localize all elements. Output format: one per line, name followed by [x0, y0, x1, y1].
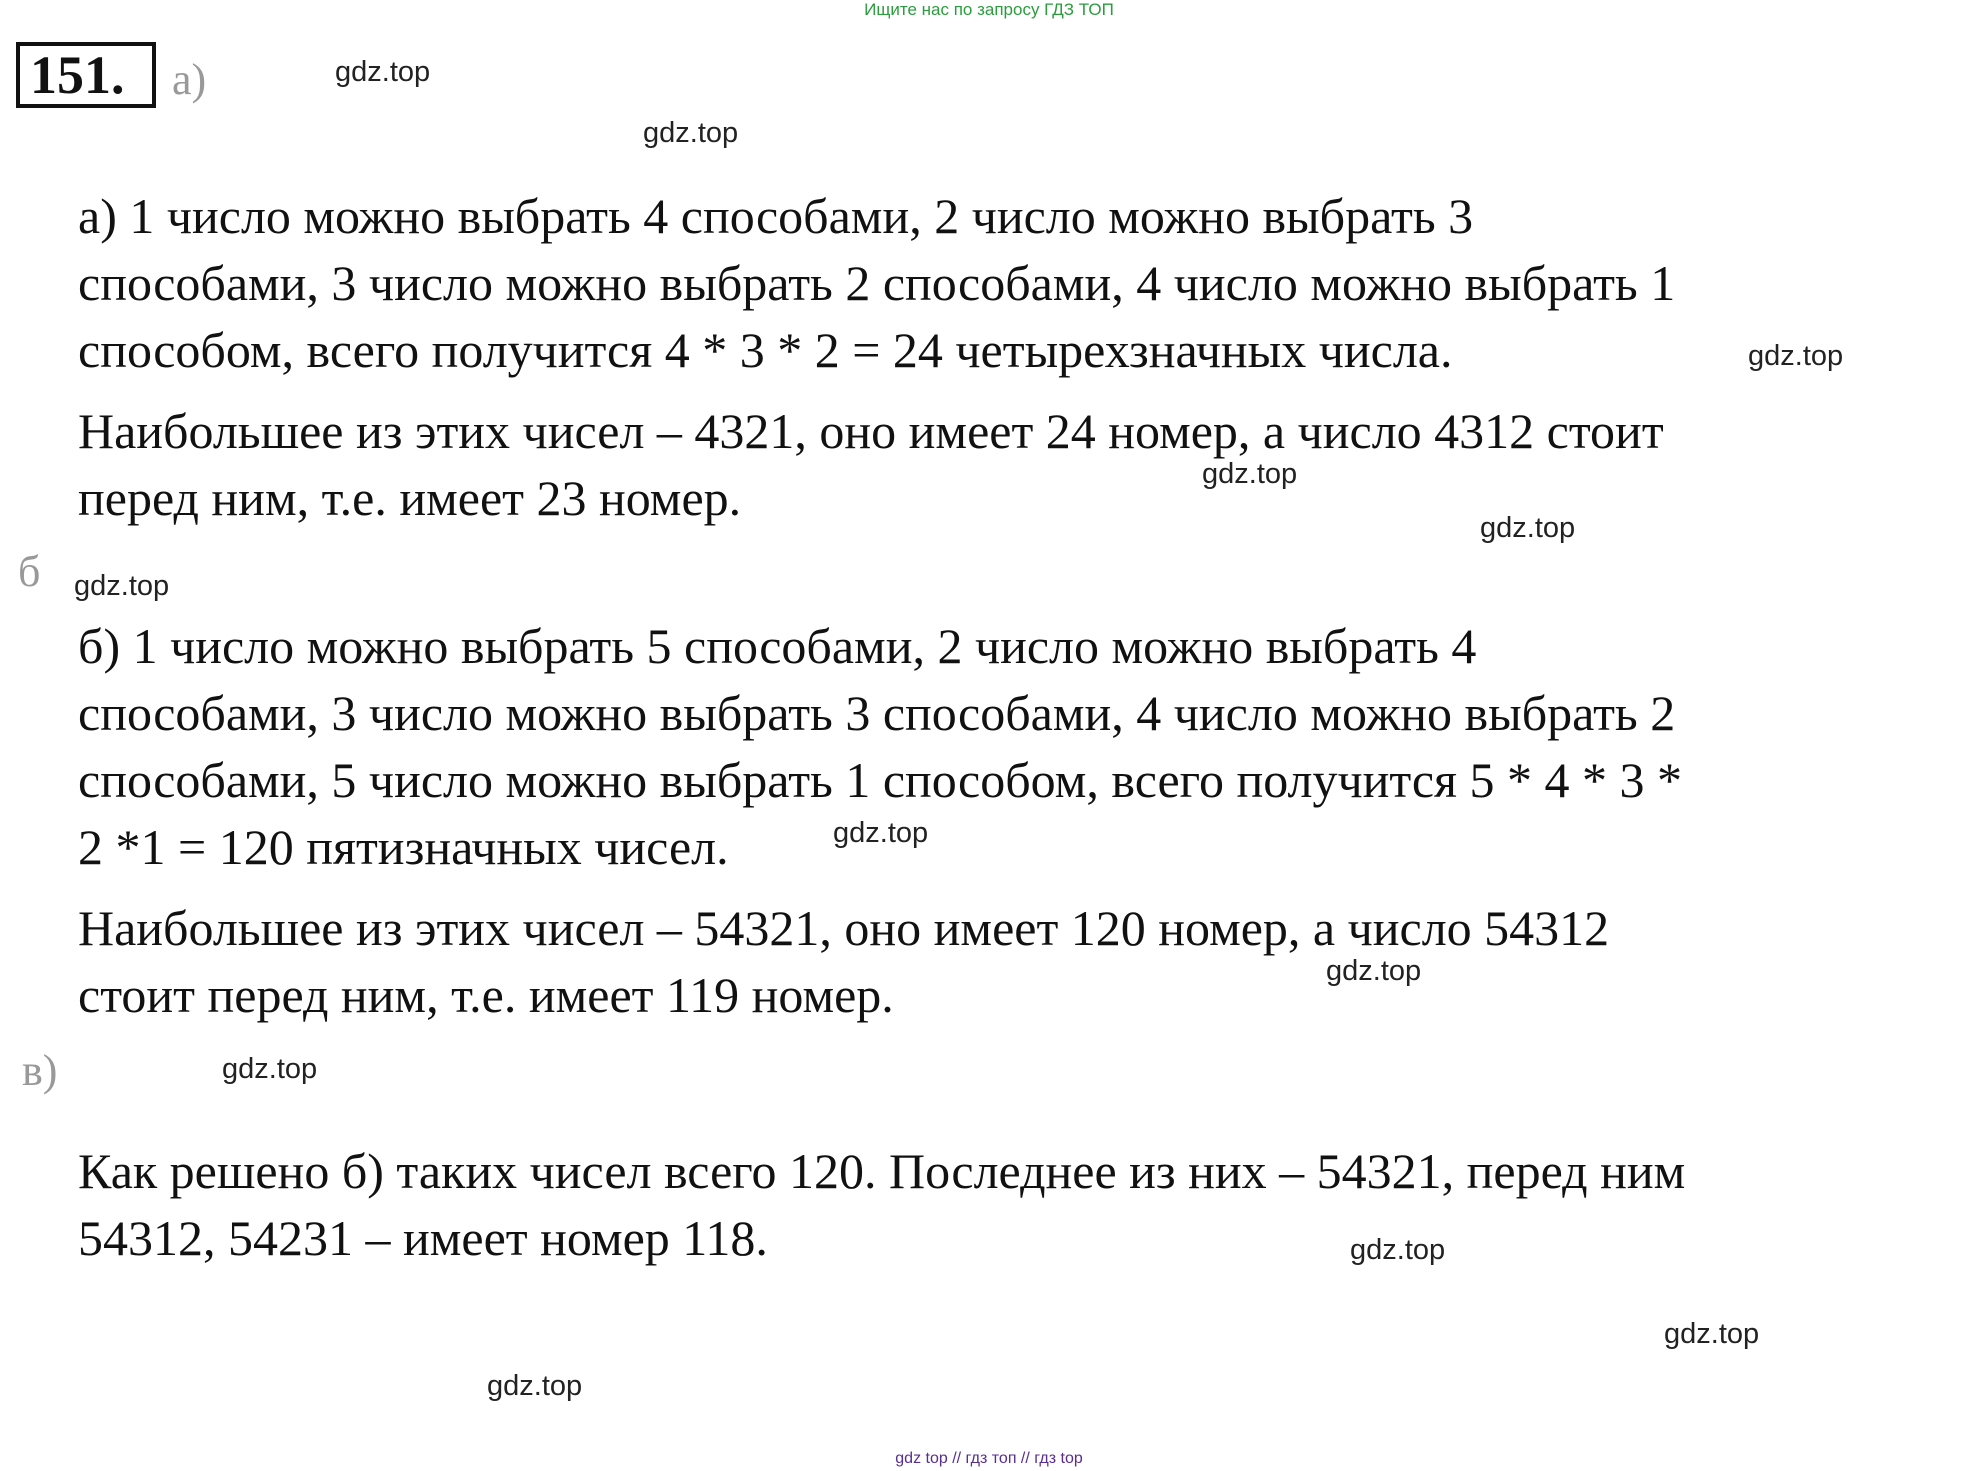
watermark: gdz.top — [1202, 458, 1298, 490]
watermark: gdz.top — [74, 570, 170, 602]
watermark: gdz.top — [335, 56, 431, 88]
text-line: стоит перед ним, т.е. имеет 119 номер. — [78, 967, 894, 1023]
watermark: gdz.top — [1350, 1234, 1446, 1266]
task-number: 151. — [30, 45, 125, 105]
watermark: gdz.top — [1664, 1318, 1760, 1350]
text-line: способом, всего получится 4 * 3 * 2 = 24 четырехзначных числа. — [78, 322, 1453, 378]
text-line: перед ним, т.е. имеет 23 номер. — [78, 470, 742, 526]
text-line: 2 *1 = 120 пятизначных чисел. — [78, 819, 729, 875]
text-line: б) 1 число можно выбрать 5 способами, 2 число можно выбрать 4 — [78, 618, 1477, 674]
watermark: gdz.top — [1480, 512, 1576, 544]
part-a-label: а) — [172, 55, 207, 104]
watermark: gdz.top — [222, 1053, 318, 1085]
part-a-solution — [78, 183, 1978, 384]
text-line: а) 1 число можно выбрать 4 способами, 2 число можно выбрать 3 — [78, 188, 1474, 244]
watermark: gdz.top — [1748, 340, 1844, 372]
top-banner: Ищите нас по запросу ГДЗ ТОП — [864, 0, 1114, 19]
watermark: gdz.top — [487, 1370, 583, 1402]
part-c-solution — [78, 1138, 1978, 1272]
watermark: gdz.top — [643, 117, 739, 149]
text-line: способами, 5 число можно выбрать 1 способом, всего получится 5 * 4 * 3 * — [78, 752, 1683, 808]
watermark: gdz.top — [833, 817, 929, 849]
part-b-label: б — [18, 547, 41, 596]
text-line: Как решено б) таких чисел всего 120. Последнее из них – 54321, перед ним — [78, 1143, 1686, 1199]
text-line: 54312, 54231 – имеет номер 118. — [78, 1210, 768, 1266]
text-line: Наибольшее из этих чисел – 4321, оно имеет 24 номер, а число 4312 стоит — [78, 403, 1664, 459]
part-a-answer — [78, 398, 1978, 532]
part-b-answer — [78, 895, 1978, 1029]
text-line: способами, 3 число можно выбрать 2 способами, 4 число можно выбрать 1 — [78, 255, 1676, 311]
text-line: способами, 3 число можно выбрать 3 способами, 4 число можно выбрать 2 — [78, 685, 1676, 741]
part-b-solution — [78, 613, 1978, 881]
text-line: Наибольшее из этих чисел – 54321, оно имеет 120 номер, а число 54312 — [78, 900, 1610, 956]
task-number-box — [16, 42, 156, 108]
watermark: gdz.top — [1326, 955, 1422, 987]
part-c-label: в) — [22, 1046, 58, 1095]
footer: gdz top // гдз топ // гдз top — [895, 1450, 1083, 1467]
